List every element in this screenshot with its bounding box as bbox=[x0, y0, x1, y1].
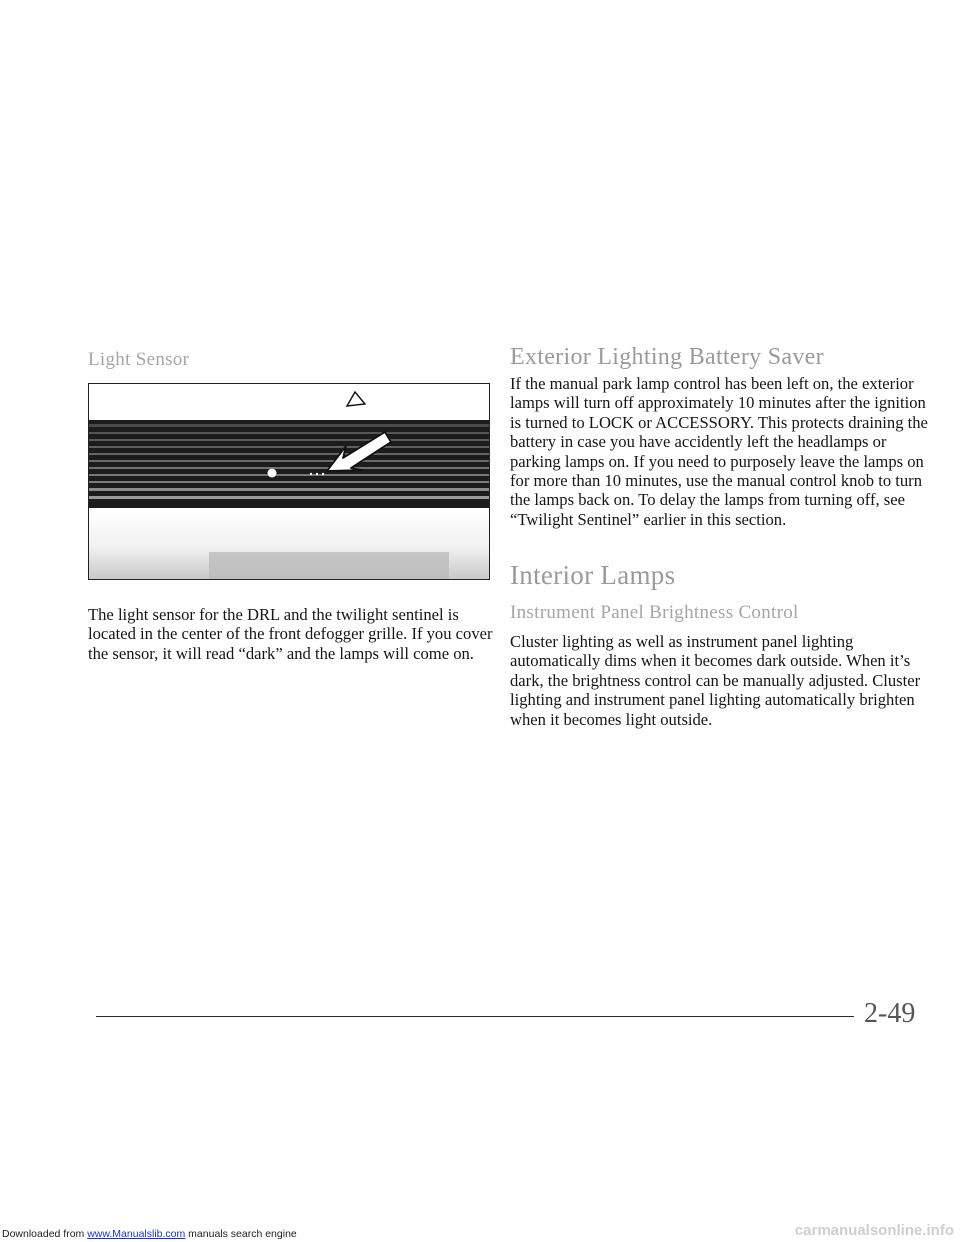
brightness-control-heading: Instrument Panel Brightness Control bbox=[510, 602, 799, 623]
watermark: carmanualsonline.info bbox=[794, 1222, 954, 1239]
manualslib-link[interactable]: www.Manualslib.com bbox=[87, 1228, 186, 1240]
light-sensor-figure bbox=[88, 383, 490, 580]
page-number: 2-49 bbox=[864, 998, 916, 1029]
light-sensor-heading: Light Sensor bbox=[88, 349, 190, 370]
battery-saver-paragraph: If the manual park lamp control has been left on, the exterior lamps will turn off approximately 10 minutes after the ignition is turned to LOCK or ACCESSORY. This protects draining the battery in case you have accidently left the headlamps or parking lamps on. If you need to purposely leave the lamps on for more than 10 minutes, use the manual control knob to turn the lamps back on. To delay the lamps from turning off, see “Twilight Sentinel” earlier in this section. bbox=[510, 374, 928, 529]
defogger-grille-illustration bbox=[89, 384, 489, 579]
sensor-dot bbox=[268, 469, 277, 478]
interior-lamps-heading: Interior Lamps bbox=[510, 560, 676, 590]
footer-prefix: Downloaded from bbox=[2, 1228, 88, 1240]
download-footer bbox=[2, 1228, 297, 1240]
light-sensor-paragraph: The light sensor for the DRL and the twilight sentinel is located in the center of the front defogger grille. If you cover the sensor, it will read “dark” and the lamps will come on. bbox=[88, 605, 493, 663]
page-rule bbox=[96, 1016, 854, 1017]
battery-saver-heading: Exterior Lighting Battery Saver bbox=[510, 344, 824, 370]
footer-suffix: manuals search engine bbox=[185, 1228, 297, 1240]
brightness-control-paragraph: Cluster lighting as well as instrument panel lighting automatically dims when it becomes dark outside. When it’s dark, the brightness control can be manually adjusted. Cluster lighting and instrument panel lighting automatically brighten when it becomes light outside. bbox=[510, 632, 921, 729]
